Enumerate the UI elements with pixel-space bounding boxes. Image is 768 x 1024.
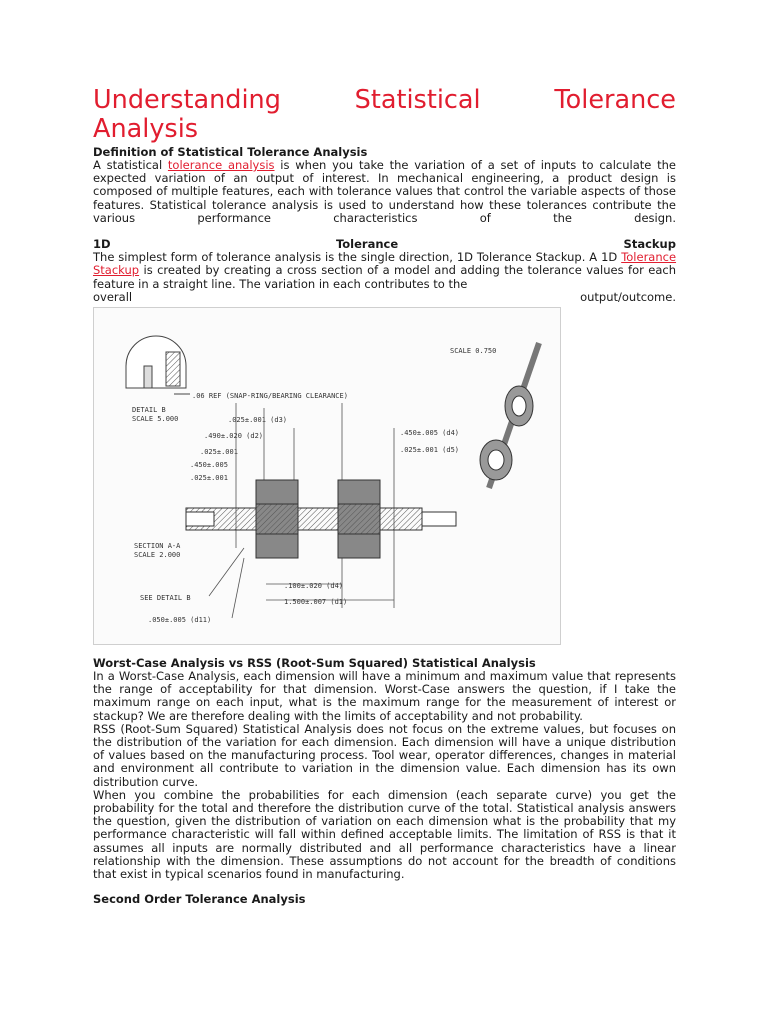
section-scale: SCALE 2.000 (134, 551, 181, 560)
title-word: Tolerance (554, 85, 676, 115)
worst-case-heading: Worst-Case Analysis vs RSS (Root-Sum Squared) Statistical Analysis (93, 656, 536, 671)
document-page (93, 86, 676, 906)
tolerance-stackup-link[interactable]: Tolerance Stackup (93, 250, 677, 278)
section-view (186, 480, 456, 558)
rss-paragraph: RSS (Root-Sum Squared) Statistical Analysis does not focus on the extreme values, but focuses on the distribution of the variation for each dimension. Each dimension will have a unique distribution of values based on the manufacturing process. Tool wear, operator differences, changes in material and environment all contribute to variation in the dimension value. Each dimension has its own distribution curve. (93, 721, 676, 789)
shaft-3d-view (480, 343, 539, 488)
title-word: Understanding (93, 85, 281, 115)
stackup-last-line: overall output/outcome. (93, 289, 676, 304)
dim-a: .025±.001 (200, 448, 238, 457)
combine-paragraph: When you combine the probabilities for each dimension (each separate curve) you get the probability for the total and therefore the distribution curve of the total. Statistical analysis answers the question, given the distribution of variation on each dimension what is the probability that my performance characteristic will fall within defined acceptable limits. The limitation of RSS is that it assumes all inputs are normally distributed and all performance characteristics have a linear relationship with the dimension. These assumptions do not account for the breadth of conditions that exist in typical scenarios found in manufacturing. (93, 787, 676, 882)
dim-d4-right: .450±.005 (d4) (400, 429, 460, 438)
scale-label: SCALE 0.750 (450, 347, 497, 356)
title-word: Analysis (93, 114, 199, 144)
section-title: SECTION A-A (134, 542, 181, 551)
dim-b: .450±.005 (190, 461, 228, 470)
tolerance-stackup-figure (93, 307, 561, 645)
dim-d2: .490±.020 (d2) (204, 432, 264, 441)
dim-d1: 1.500±.007 (d1) (284, 598, 348, 607)
ref-note-label: .06 REF (SNAP-RING/BEARING CLEARANCE) (192, 392, 348, 401)
tolerance-analysis-link[interactable]: tolerance analysis (167, 158, 275, 172)
stackup-heading: 1D Tolerance Stackup (93, 237, 676, 252)
definition-heading: Definition of Statistical Tolerance Analysis (93, 145, 368, 159)
engineering-drawing (94, 308, 560, 644)
dim-c: .025±.001 (190, 474, 228, 483)
stackup-paragraph: The simplest form of tolerance analysis is the single direction, 1D Tolerance Stackup. A 1D Tolerance Stackup is created by creating a cross section of a model and adding the tolerance values for each feature in a straight line. The variation in each contributes to the (93, 250, 677, 291)
dim-d5: .025±.001 (d5) (400, 446, 460, 455)
definition-paragraph: A statistical tolerance analysis is when you take the variation of a set of inputs to calculate the expected variation of an output of interest. In mechanical engineering, a product design is composed of multiple features, each with tolerance values that control the variable aspects of those features. Statistical tolerance analysis is used to understand how these tolerances contribute the various performance characteristics of the design. (93, 158, 676, 225)
dim-d3: .025±.001 (d3) (228, 416, 288, 425)
worst-case-paragraph-1: In a Worst-Case Analysis, each dimension will have a minimum and maximum value that represents the range of acceptability for that dimension. Worst-Case answers the question, if I take the maximum range on each input, what is the maximum range for the measurement of interest or stackup? We are therefore dealing with the limits of acceptability and not probability. (93, 669, 676, 723)
dim-d4-bottom: .100±.020 (d4) (284, 582, 344, 591)
dim-d11: .050±.005 (d11) (148, 616, 212, 625)
detail-title: DETAIL B (132, 406, 166, 415)
second-order-heading: Second Order Tolerance Analysis (93, 892, 306, 907)
detail-scale: SCALE 5.000 (132, 415, 179, 424)
page-title (93, 86, 676, 144)
detail-b-sketch (126, 336, 186, 388)
title-word: Statistical (354, 85, 481, 115)
see-detail-label: SEE DETAIL B (140, 594, 191, 603)
